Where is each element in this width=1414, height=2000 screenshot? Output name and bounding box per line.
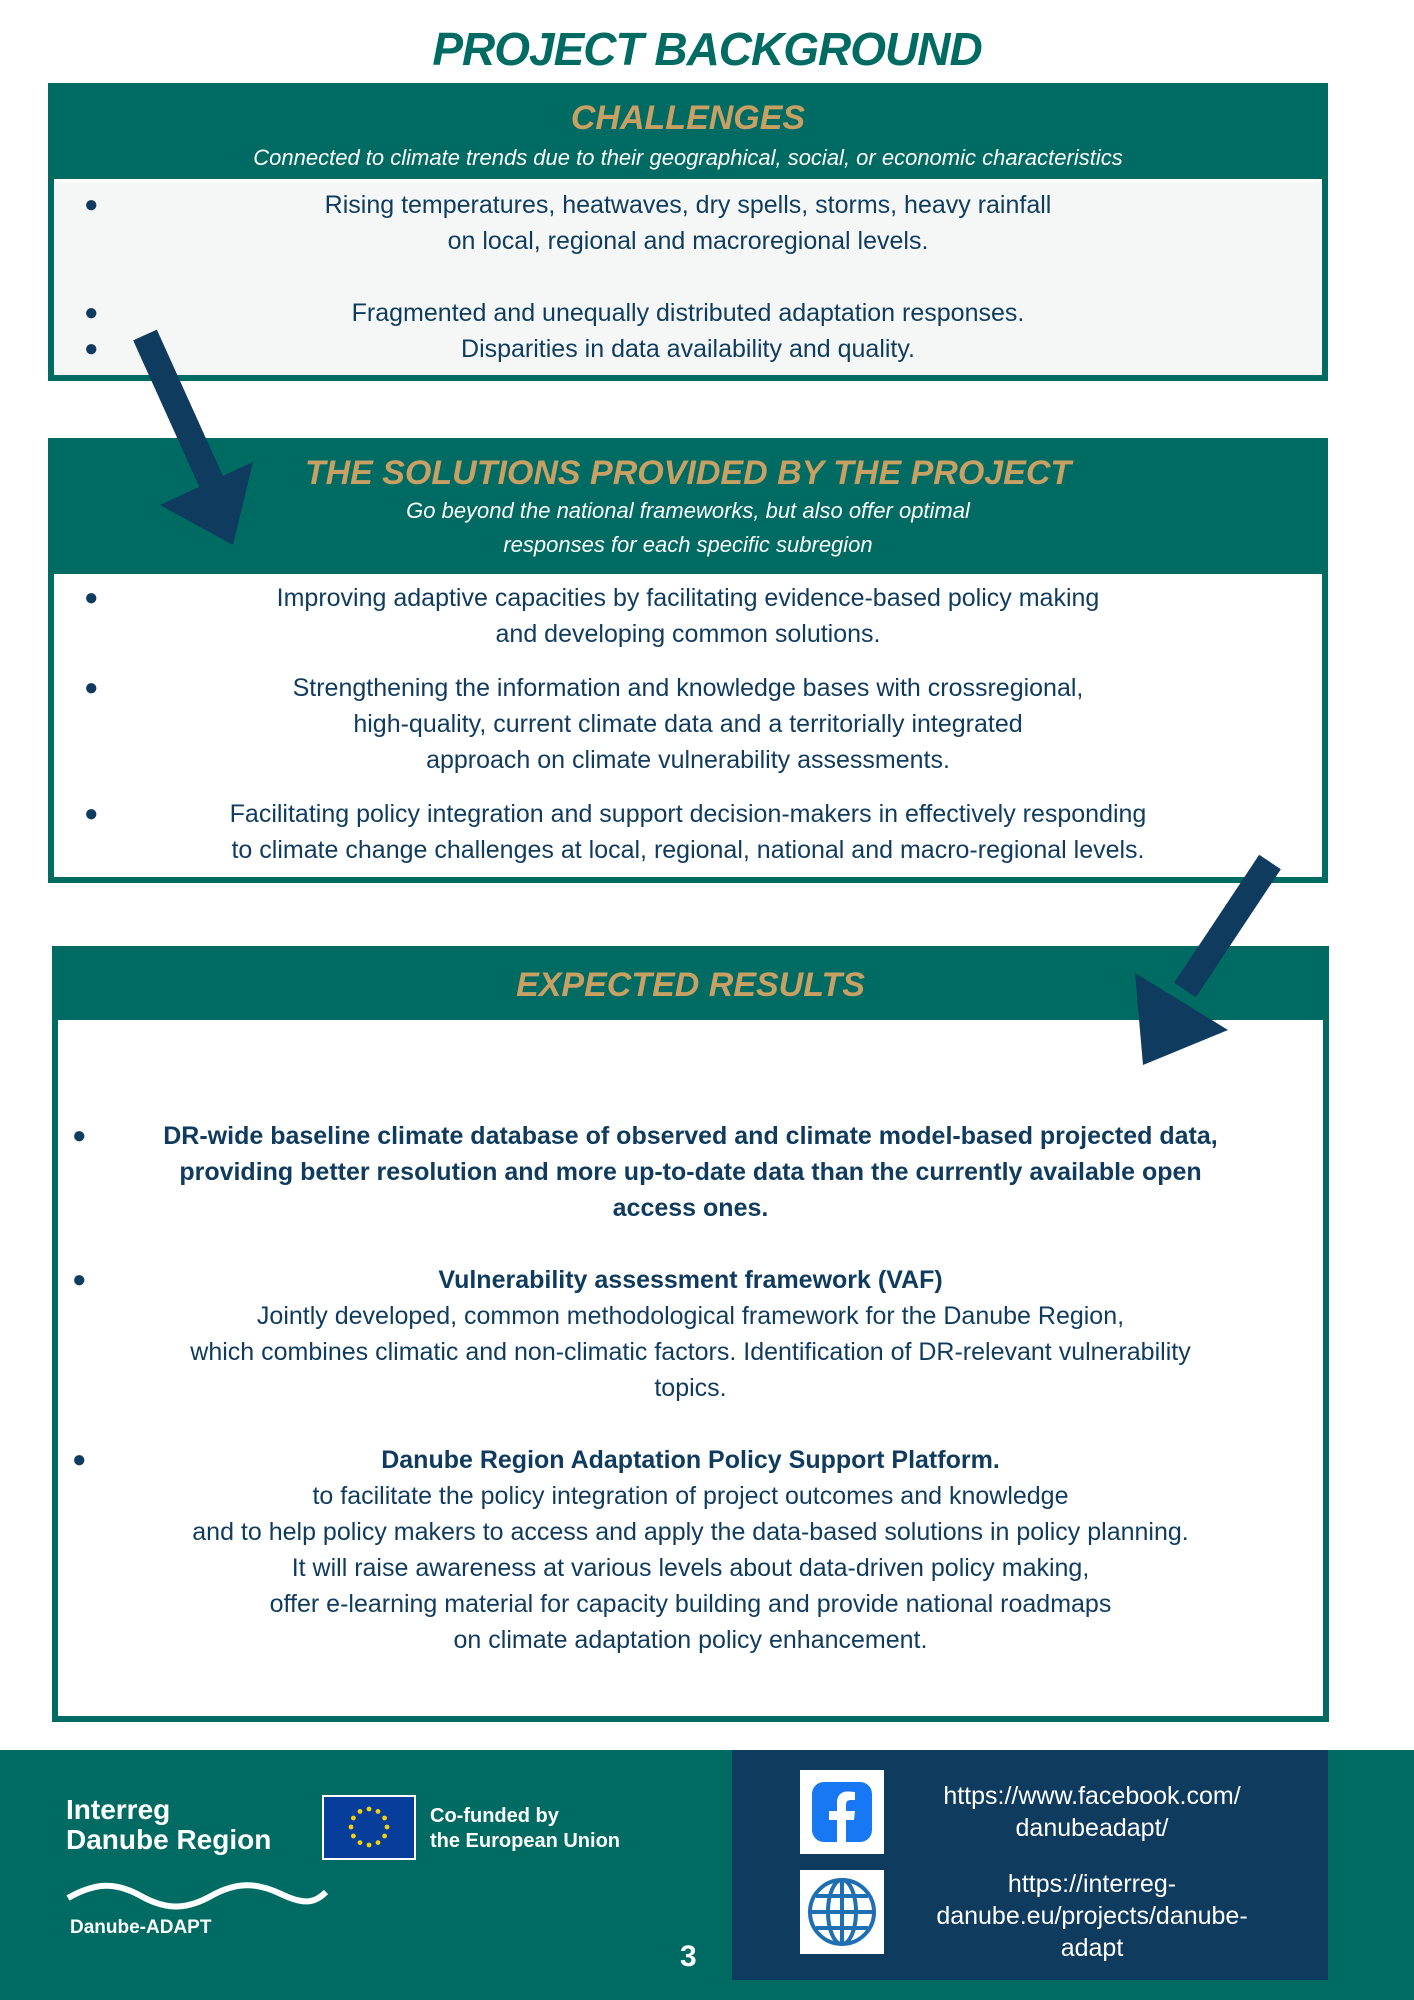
item-text: which combines climatic and non-climatic factors. Identification of DR-relevant vulnerability bbox=[190, 1338, 1191, 1366]
list-item bbox=[54, 670, 1322, 778]
cofund-text: the European Union bbox=[430, 1830, 620, 1852]
link-text: https://www.facebook.com/ bbox=[943, 1782, 1241, 1810]
item-heading: Danube Region Adaptation Policy Support Platform. bbox=[381, 1446, 1000, 1474]
globe-icon[interactable] bbox=[800, 1870, 884, 1954]
link-text: adapt bbox=[1060, 1934, 1124, 1962]
item-text: topics. bbox=[654, 1374, 727, 1402]
item-text: Improving adaptive capacities by facilitating evidence-based policy making bbox=[276, 584, 1100, 612]
bullet-icon: ● bbox=[72, 1446, 87, 1473]
item-text: approach on climate vulnerability assessments. bbox=[426, 746, 950, 774]
facebook-icon[interactable] bbox=[800, 1770, 884, 1854]
footer bbox=[0, 1750, 1414, 2000]
link-text: danubeadapt/ bbox=[1015, 1814, 1169, 1842]
challenges-header bbox=[54, 89, 1322, 179]
link-text: danube.eu/projects/danube- bbox=[936, 1902, 1248, 1930]
list-item bbox=[54, 580, 1322, 652]
list-item bbox=[54, 331, 1322, 367]
item-text: providing better resolution and more up-to-date data than the currently available open bbox=[179, 1158, 1202, 1186]
item-heading: Vulnerability assessment framework (VAF) bbox=[438, 1266, 943, 1294]
item-text: DR-wide baseline climate database of observed and climate model-based projected data, bbox=[163, 1122, 1218, 1150]
solutions-subtitle: responses for each specific subregion bbox=[503, 532, 873, 557]
solutions-body bbox=[54, 574, 1322, 868]
list-item bbox=[58, 1262, 1323, 1406]
logo-text: Danube Region bbox=[66, 1824, 272, 1855]
item-text: access ones. bbox=[612, 1194, 769, 1222]
solutions-header bbox=[54, 444, 1322, 574]
challenges-title: CHALLENGES bbox=[570, 99, 806, 137]
solutions-panel bbox=[48, 438, 1328, 883]
item-text: Disparities in data availability and quality. bbox=[461, 335, 915, 363]
item-text: to climate change challenges at local, regional, national and macro-regional levels. bbox=[231, 836, 1145, 864]
solutions-title: THE SOLUTIONS PROVIDED BY THE PROJECT bbox=[304, 454, 1072, 492]
bullet-icon: ● bbox=[84, 299, 99, 326]
results-body bbox=[58, 1020, 1323, 1658]
project-name: Danube-ADAPT bbox=[70, 1917, 212, 1938]
item-text: Rising temperatures, heatwaves, dry spells, storms, heavy rainfall bbox=[324, 191, 1052, 219]
list-item bbox=[54, 796, 1322, 868]
item-text: Facilitating policy integration and support decision-makers in effectively responding bbox=[229, 800, 1147, 828]
bullet-icon: ● bbox=[84, 800, 99, 827]
results-header bbox=[58, 952, 1323, 1020]
challenges-body bbox=[54, 179, 1322, 375]
item-text: offer e-learning material for capacity building and provide national roadmaps bbox=[269, 1590, 1112, 1618]
item-text: It will raise awareness at various levels about data-driven policy making, bbox=[291, 1554, 1090, 1582]
bullet-icon: ● bbox=[72, 1266, 87, 1293]
results-panel bbox=[52, 946, 1329, 1722]
list-item bbox=[58, 1118, 1323, 1226]
solutions-subtitle: Go beyond the national frameworks, but also offer optimal bbox=[406, 498, 970, 523]
item-text: Fragmented and unequally distributed adaptation responses. bbox=[351, 299, 1025, 327]
challenges-panel bbox=[48, 83, 1328, 381]
item-text: high-quality, current climate data and a territorially integrated bbox=[353, 710, 1023, 738]
cofunded-label bbox=[430, 1804, 620, 1854]
item-text: on local, regional and macroregional levels. bbox=[447, 227, 929, 255]
wave-logo-icon bbox=[66, 1880, 328, 1910]
cofund-text: Co-funded by bbox=[430, 1805, 559, 1827]
page-number: 3 bbox=[680, 1940, 697, 1973]
bullet-icon: ● bbox=[84, 335, 99, 362]
facebook-link[interactable] bbox=[912, 1780, 1272, 1844]
interreg-logo bbox=[66, 1795, 271, 1855]
item-text: on climate adaptation policy enhancement. bbox=[453, 1626, 928, 1654]
results-title: EXPECTED RESULTS bbox=[516, 966, 865, 1004]
logo-text: Interreg bbox=[66, 1794, 171, 1825]
list-item bbox=[58, 1442, 1323, 1658]
item-text: Strengthening the information and knowledge bases with crossregional, bbox=[292, 674, 1084, 702]
bullet-icon: ● bbox=[84, 674, 99, 701]
item-text: to facilitate the policy integration of project outcomes and knowledge bbox=[312, 1482, 1069, 1510]
eu-flag-icon bbox=[322, 1795, 416, 1860]
list-item bbox=[54, 295, 1322, 331]
link-text: https://interreg- bbox=[1007, 1870, 1177, 1898]
item-text: and to help policy makers to access and apply the data-based solutions in policy planning. bbox=[192, 1518, 1189, 1546]
page-title: PROJECT BACKGROUND bbox=[432, 23, 982, 75]
bullet-icon: ● bbox=[72, 1122, 87, 1149]
challenges-subtitle: Connected to climate trends due to their geographical, social, or economic characteristics bbox=[253, 145, 1123, 170]
bullet-icon: ● bbox=[84, 584, 99, 611]
website-link[interactable] bbox=[912, 1868, 1272, 1964]
item-text: and developing common solutions. bbox=[495, 620, 881, 648]
item-text: Jointly developed, common methodological framework for the Danube Region, bbox=[256, 1302, 1125, 1330]
bullet-icon: ● bbox=[84, 191, 99, 218]
list-item bbox=[54, 187, 1322, 259]
